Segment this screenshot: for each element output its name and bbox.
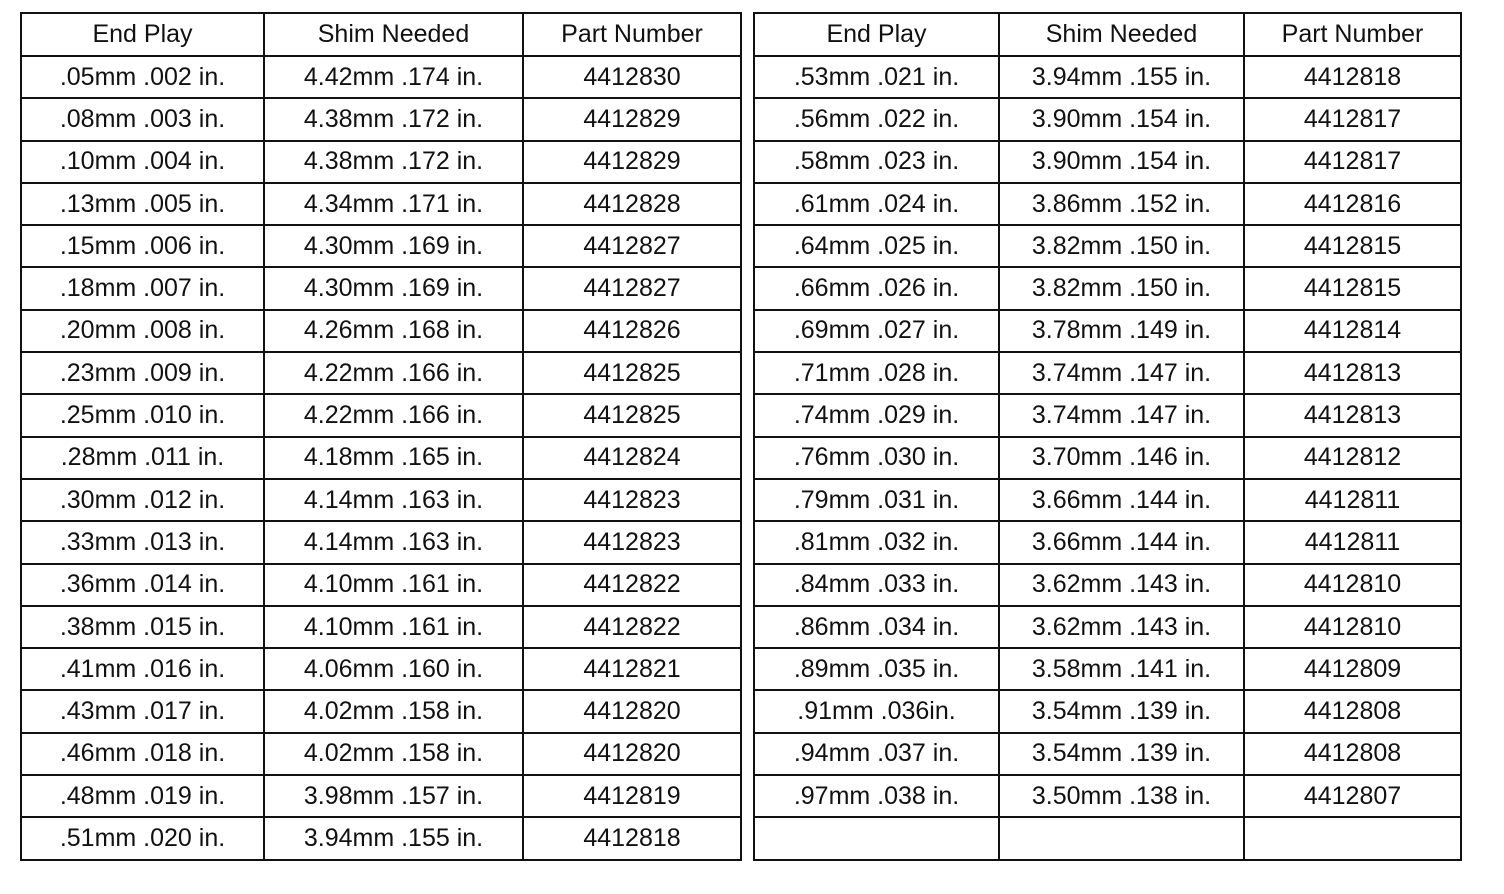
shim-needed-cell: 3.54mm .139 in.	[999, 733, 1244, 775]
part-number-cell: 4412811	[1244, 479, 1461, 521]
table-row	[754, 267, 1461, 309]
shim-needed-cell: 4.14mm .163 in.	[264, 521, 523, 563]
end-play-cell: .23mm .009 in.	[21, 352, 264, 394]
end-play-cell: .20mm .008 in.	[21, 310, 264, 352]
shim-needed-cell: 3.82mm .150 in.	[999, 225, 1244, 267]
part-number-cell: 4412818	[523, 817, 741, 859]
end-play-cell: .33mm .013 in.	[21, 521, 264, 563]
header-shim-needed: Shim Needed	[264, 13, 523, 56]
shim-needed-cell: 3.54mm .139 in.	[999, 690, 1244, 732]
end-play-cell: .51mm .020 in.	[21, 817, 264, 859]
shim-needed-cell: 3.98mm .157 in.	[264, 775, 523, 817]
end-play-cell: .94mm .037 in.	[754, 733, 999, 775]
end-play-cell: .18mm .007 in.	[21, 267, 264, 309]
end-play-cell: .69mm .027 in.	[754, 310, 999, 352]
table-row	[754, 564, 1461, 606]
part-number-cell: 4412812	[1244, 437, 1461, 479]
table-row	[21, 690, 741, 732]
part-number-cell: 4412827	[523, 267, 741, 309]
part-number-cell: 4412810	[1244, 606, 1461, 648]
table-row	[754, 606, 1461, 648]
shim-needed-cell: 3.90mm .154 in.	[999, 98, 1244, 140]
shim-needed-cell: 4.30mm .169 in.	[264, 267, 523, 309]
table-row	[754, 98, 1461, 140]
shim-needed-cell: 4.06mm .160 in.	[264, 648, 523, 690]
end-play-cell: .43mm .017 in.	[21, 690, 264, 732]
part-number-cell	[1244, 817, 1461, 859]
part-number-cell: 4412830	[523, 56, 741, 98]
end-play-cell: .66mm .026 in.	[754, 267, 999, 309]
header-end-play: End Play	[21, 13, 264, 56]
shim-needed-cell: 3.94mm .155 in.	[999, 56, 1244, 98]
shim-needed-cell: 3.50mm .138 in.	[999, 775, 1244, 817]
end-play-cell: .74mm .029 in.	[754, 394, 999, 436]
part-number-cell: 4412820	[523, 733, 741, 775]
shim-needed-cell: 3.66mm .144 in.	[999, 479, 1244, 521]
table-body-right	[754, 56, 1461, 860]
end-play-cell: .84mm .033 in.	[754, 564, 999, 606]
part-number-cell: 4412825	[523, 352, 741, 394]
shim-needed-cell: 4.42mm .174 in.	[264, 56, 523, 98]
table-row	[21, 775, 741, 817]
end-play-cell: .46mm .018 in.	[21, 733, 264, 775]
table-row	[21, 521, 741, 563]
part-number-cell: 4412820	[523, 690, 741, 732]
shim-needed-cell: 3.70mm .146 in.	[999, 437, 1244, 479]
part-number-cell: 4412825	[523, 394, 741, 436]
part-number-cell: 4412823	[523, 479, 741, 521]
table-row	[21, 98, 741, 140]
end-play-cell: .61mm .024 in.	[754, 183, 999, 225]
part-number-cell: 4412808	[1244, 690, 1461, 732]
shim-table-left	[20, 12, 742, 861]
shim-needed-cell: 4.18mm .165 in.	[264, 437, 523, 479]
table-row	[754, 775, 1461, 817]
end-play-cell: .97mm .038 in.	[754, 775, 999, 817]
part-number-cell: 4412813	[1244, 394, 1461, 436]
table-body-left	[21, 56, 741, 860]
table-row	[754, 183, 1461, 225]
part-number-cell: 4412822	[523, 564, 741, 606]
table-row	[754, 310, 1461, 352]
table-row	[21, 56, 741, 98]
end-play-cell: .81mm .032 in.	[754, 521, 999, 563]
table-row	[21, 352, 741, 394]
shim-needed-cell: 4.02mm .158 in.	[264, 733, 523, 775]
part-number-cell: 4412815	[1244, 267, 1461, 309]
part-number-cell: 4412818	[1244, 56, 1461, 98]
table-row	[754, 479, 1461, 521]
shim-needed-cell: 3.62mm .143 in.	[999, 606, 1244, 648]
table-row	[21, 606, 741, 648]
part-number-cell: 4412814	[1244, 310, 1461, 352]
end-play-cell: .05mm .002 in.	[21, 56, 264, 98]
part-number-cell: 4412829	[523, 98, 741, 140]
table-row	[21, 141, 741, 183]
end-play-cell: .08mm .003 in.	[21, 98, 264, 140]
part-number-cell: 4412808	[1244, 733, 1461, 775]
shim-needed-cell: 4.34mm .171 in.	[264, 183, 523, 225]
end-play-cell: .53mm .021 in.	[754, 56, 999, 98]
end-play-cell: .25mm .010 in.	[21, 394, 264, 436]
shim-needed-cell: 3.78mm .149 in.	[999, 310, 1244, 352]
table-row	[21, 183, 741, 225]
end-play-cell: .91mm .036in.	[754, 690, 999, 732]
header-shim-needed: Shim Needed	[999, 13, 1244, 56]
shim-needed-cell: 3.82mm .150 in.	[999, 267, 1244, 309]
table-row	[21, 437, 741, 479]
part-number-cell: 4412819	[523, 775, 741, 817]
end-play-cell: .89mm .035 in.	[754, 648, 999, 690]
table-row	[754, 437, 1461, 479]
shim-needed-cell: 4.02mm .158 in.	[264, 690, 523, 732]
shim-needed-cell: 3.74mm .147 in.	[999, 352, 1244, 394]
table-row	[754, 141, 1461, 183]
end-play-cell: .76mm .030 in.	[754, 437, 999, 479]
end-play-cell	[754, 817, 999, 859]
table-row	[754, 817, 1461, 859]
header-end-play: End Play	[754, 13, 999, 56]
shim-needed-cell: 4.22mm .166 in.	[264, 394, 523, 436]
table-row	[21, 394, 741, 436]
shim-needed-cell: 3.94mm .155 in.	[264, 817, 523, 859]
shim-needed-cell: 4.26mm .168 in.	[264, 310, 523, 352]
part-number-cell: 4412813	[1244, 352, 1461, 394]
shim-needed-cell: 3.90mm .154 in.	[999, 141, 1244, 183]
end-play-cell: .56mm .022 in.	[754, 98, 999, 140]
part-number-cell: 4412811	[1244, 521, 1461, 563]
part-number-cell: 4412823	[523, 521, 741, 563]
part-number-cell: 4412826	[523, 310, 741, 352]
shim-needed-cell: 3.62mm .143 in.	[999, 564, 1244, 606]
table-row	[21, 733, 741, 775]
end-play-cell: .30mm .012 in.	[21, 479, 264, 521]
part-number-cell: 4412807	[1244, 775, 1461, 817]
shim-needed-cell: 3.86mm .152 in.	[999, 183, 1244, 225]
table-row	[21, 267, 741, 309]
part-number-cell: 4412829	[523, 141, 741, 183]
end-play-cell: .64mm .025 in.	[754, 225, 999, 267]
table-row	[21, 564, 741, 606]
end-play-cell: .36mm .014 in.	[21, 564, 264, 606]
part-number-cell: 4412821	[523, 648, 741, 690]
part-number-cell: 4412828	[523, 183, 741, 225]
header-row-right	[754, 13, 1461, 56]
part-number-cell: 4412827	[523, 225, 741, 267]
header-part-number: Part Number	[523, 13, 741, 56]
end-play-cell: .48mm .019 in.	[21, 775, 264, 817]
shim-needed-cell: 3.74mm .147 in.	[999, 394, 1244, 436]
shim-needed-cell: 4.14mm .163 in.	[264, 479, 523, 521]
shim-needed-cell: 4.10mm .161 in.	[264, 564, 523, 606]
shim-needed-cell: 4.10mm .161 in.	[264, 606, 523, 648]
part-number-cell: 4412817	[1244, 141, 1461, 183]
table-row	[754, 521, 1461, 563]
end-play-cell: .79mm .031 in.	[754, 479, 999, 521]
end-play-cell: .58mm .023 in.	[754, 141, 999, 183]
part-number-cell: 4412817	[1244, 98, 1461, 140]
table-row	[754, 394, 1461, 436]
end-play-cell: .71mm .028 in.	[754, 352, 999, 394]
table-row	[21, 310, 741, 352]
part-number-cell: 4412824	[523, 437, 741, 479]
end-play-cell: .41mm .016 in.	[21, 648, 264, 690]
shim-selection-chart	[20, 12, 1462, 861]
shim-needed-cell: 3.66mm .144 in.	[999, 521, 1244, 563]
shim-table-right	[753, 12, 1462, 861]
shim-needed-cell: 4.30mm .169 in.	[264, 225, 523, 267]
part-number-cell: 4412822	[523, 606, 741, 648]
shim-needed-cell	[999, 817, 1244, 859]
end-play-cell: .15mm .006 in.	[21, 225, 264, 267]
table-row	[21, 817, 741, 859]
table-row	[754, 352, 1461, 394]
table-row	[21, 479, 741, 521]
shim-needed-cell: 4.38mm .172 in.	[264, 98, 523, 140]
table-row	[21, 225, 741, 267]
end-play-cell: .86mm .034 in.	[754, 606, 999, 648]
end-play-cell: .38mm .015 in.	[21, 606, 264, 648]
part-number-cell: 4412816	[1244, 183, 1461, 225]
shim-needed-cell: 3.58mm .141 in.	[999, 648, 1244, 690]
part-number-cell: 4412809	[1244, 648, 1461, 690]
table-row	[754, 733, 1461, 775]
part-number-cell: 4412810	[1244, 564, 1461, 606]
header-part-number: Part Number	[1244, 13, 1461, 56]
end-play-cell: .13mm .005 in.	[21, 183, 264, 225]
end-play-cell: .28mm .011 in.	[21, 437, 264, 479]
shim-needed-cell: 4.22mm .166 in.	[264, 352, 523, 394]
shim-needed-cell: 4.38mm .172 in.	[264, 141, 523, 183]
table-row	[754, 690, 1461, 732]
table-row	[754, 56, 1461, 98]
header-row-left	[21, 13, 741, 56]
table-row	[754, 225, 1461, 267]
end-play-cell: .10mm .004 in.	[21, 141, 264, 183]
table-row	[21, 648, 741, 690]
table-row	[754, 648, 1461, 690]
part-number-cell: 4412815	[1244, 225, 1461, 267]
